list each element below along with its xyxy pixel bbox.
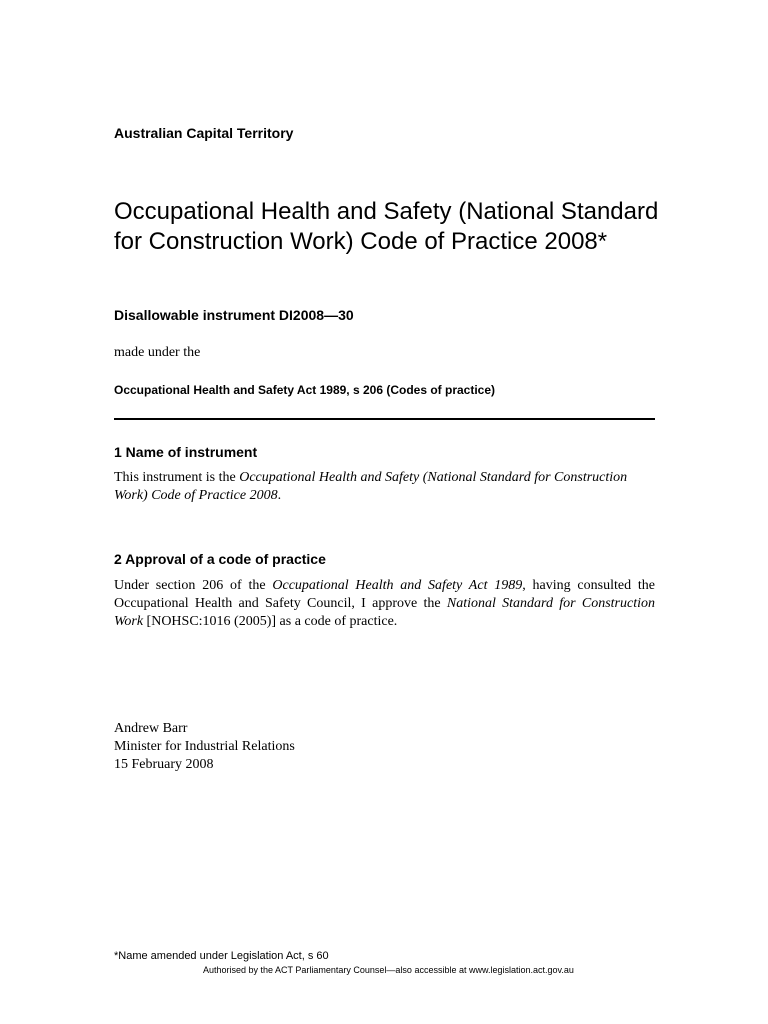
section-2-act-name: Occupational Health and Safety Act 1989 [272,578,523,593]
document-title: Occupational Health and Safety (National Standard for Construction Work) Code of Practice 2008* [114,198,659,255]
instrument-number: Disallowable instrument DI2008—30 [114,307,354,323]
section-1-text [114,469,655,505]
section-1-instrument-name: Occupational Health and Safety (National Standard for Construction Work) Code of Practice 2008 [114,470,628,503]
signature-date: 15 February 2008 [114,757,214,772]
signatory-name: Andrew Barr [114,721,188,736]
signatory-block [114,720,295,774]
section-2-heading: 2 Approval of a code of practice [114,551,326,567]
made-under-text: made under the [114,345,201,360]
section-1-heading: 1 Name of instrument [114,444,258,460]
act-reference: Occupational Health and Safety Act 1989, s 206 (Codes of practice) [114,383,496,397]
section-1-text-prefix: This instrument is the [114,470,240,485]
title-footnote: *Name amended under Legislation Act, s 60 [114,950,329,962]
section-2-text [114,577,655,631]
signatory-position: Minister for Industrial Relations [114,739,295,754]
authorisation-footer: Authorised by the ACT Parliamentary Counsel—also accessible at www.legislation.act.gov.au [203,965,574,975]
section-2-text-part3: [NOHSC:1016 (2005)] as a code of practice. [143,614,398,629]
section-2-standard-name: National Standard for Construction Work [114,596,655,629]
jurisdiction-label: Australian Capital Territory [114,125,294,141]
section-2-text-part2: , having consulted the Occupational Health and Safety Council, I approve the [114,578,655,611]
section-2-text-part1: Under section 206 of the [114,578,273,593]
section-1-text-suffix: . [277,488,282,503]
divider-rule [114,418,655,420]
